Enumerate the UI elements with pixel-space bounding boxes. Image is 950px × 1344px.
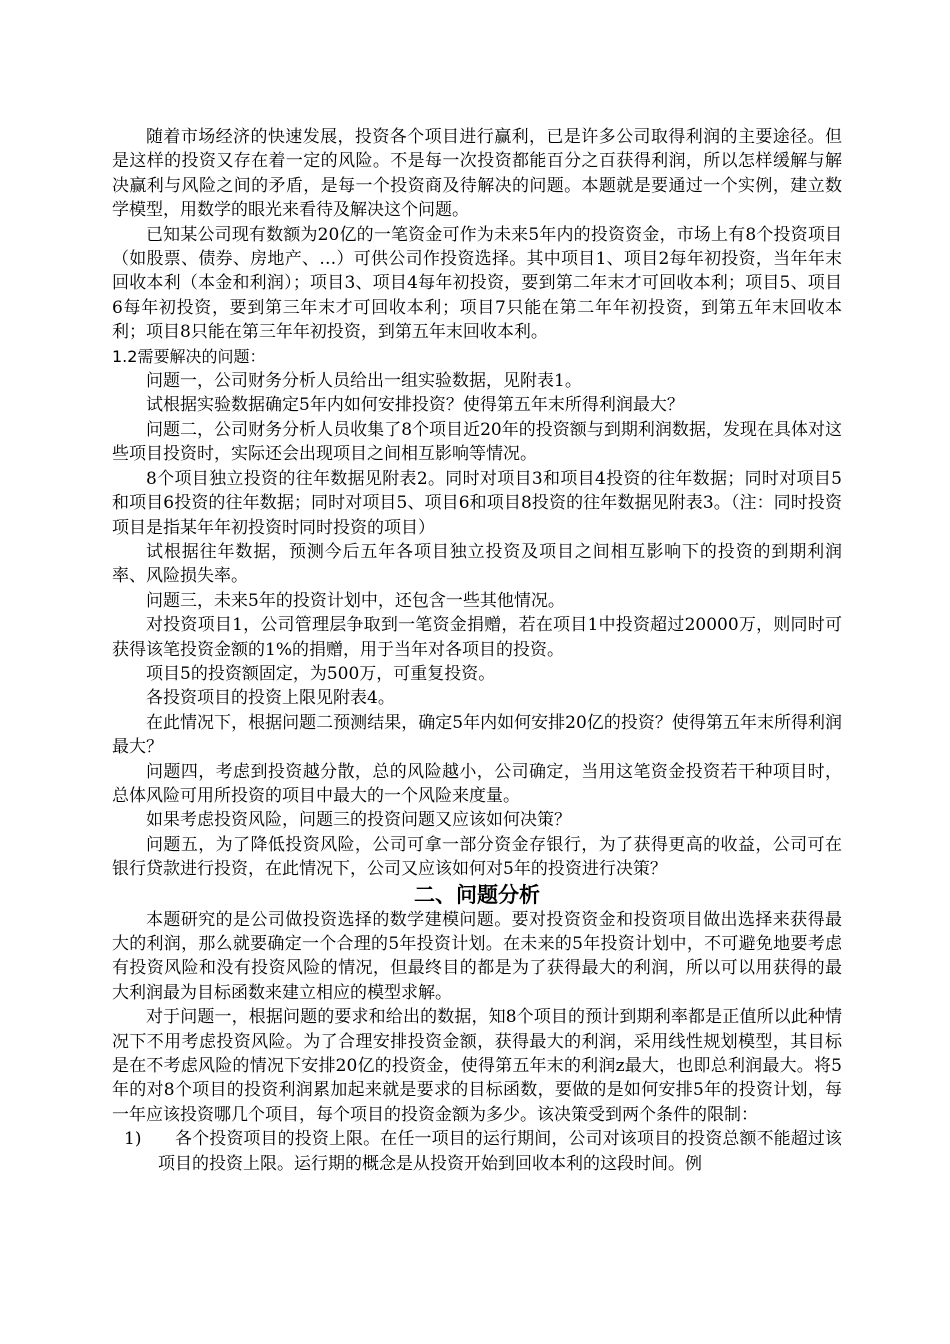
problem-paragraph: 各投资项目的投资上限见附表4。 xyxy=(146,688,395,709)
problem-paragraph: 项目5的投资额固定，为500万，可重复投资。 xyxy=(146,663,496,684)
section-title: 二、问题分析 xyxy=(414,882,540,907)
problem-paragraph: 试根据实验数据确定5年内如何安排投资？使得第五年末所得利润最大？ xyxy=(146,395,684,416)
analysis-paragraph-2: 对于问题一，根据问题的要求和给出的数据，知8个项目的预计到期利率都是正值所以此种情况下不用考虑投资风险。为了合理安排投资金额，获得最大的利润，采用线性规划模型，其目标是在不考虑风险的情况下安排20亿的投资金，使得第五年末的利润z最大，也即总利润最大。将5年的对8个项目的投资利润累加起来就是要求的目标函数，要做的是如何安排5年的投资计划，每一年应该投资哪几个项目，每个项目的投资金额为多少。该决策受到两个条件的限制： xyxy=(112,1007,842,1125)
list-item-text: 各个投资项目的投资上限。在任一项目的运行期间，公司对该项目的投资总额不能超过该项目的投资上限。运行期的概念是从投资开始到回收本利的这段时间。例 xyxy=(158,1129,842,1174)
problem-paragraph: 问题二，公司财务分析人员收集了8个项目近20年的投资额与到期利润数据，发现在具体对这些项目投资时，实际还会出现项目之间相互影响等情况。 xyxy=(112,419,842,465)
analysis-paragraph-1: 本题研究的是公司做投资选择的数学建模问题。要对投资资金和投资项目做出选择来获得最大的利润，那么就要确定一个合理的5年投资计划。在未来的5年投资计划中，不可避免地要考虑有投资风险和没有投资风险的情况，但最终目的都是为了获得最大的利润，所以可以用获得的最大利润最为目标函数来建立相应的模型求解。 xyxy=(112,909,842,1003)
problem-paragraph: 8个项目独立投资的往年数据见附表2。同时对项目3和项目4投资的往年数据；同时对项目5和项目6投资的往年数据；同时对项目5、项目6和项目8投资的往年数据见附表3。（注：同时投资项目是指某年年初投资时同时投资的项目） xyxy=(112,468,842,538)
problem-paragraph: 对投资项目1，公司管理层争取到一笔资金捐赠，若在项目1中投资超过20000万，则同时可获得该笔投资金额的1%的捐赠，用于当年对各项目的投资。 xyxy=(112,615,842,660)
document-page xyxy=(112,125,842,1176)
list-item xyxy=(112,1127,842,1176)
problem-paragraph: 问题四，考虑到投资越分散，总的风险越小，公司确定，当用这笔资金投资若干种项目时，总体风险可用所投资的项目中最大的一个风险来度量。 xyxy=(112,761,842,806)
problem-paragraph: 问题三，未来5年的投资计划中，还包含一些其他情况。 xyxy=(146,590,565,611)
intro-paragraph-1: 随着市场经济的快速发展，投资各个项目进行赢利，已是许多公司取得利润的主要途径。但是这样的投资又存在着一定的风险。不是每一次投资都能百分之百获得利润，所以怎样缓解与解决赢利与风险之间的矛盾，是每一个投资商及待解决的问题。本题就是要通过一个实例，建立数学模型，用数学的眼光来看待及解决这个问题。 xyxy=(112,127,842,221)
problem-paragraph: 在此情况下，根据问题二预测结果，确定5年内如何安排20亿的投资？使得第五年末所得利润最大？ xyxy=(112,712,842,758)
subsection-heading: 1.2需要解决的问题： xyxy=(112,346,266,366)
problem-paragraph: 问题五，为了降低投资风险，公司可拿一部分资金存银行，为了获得更高的收益，公司可在银行贷款进行投资，在此情况下，公司又应该如何对5年的投资进行决策？ xyxy=(112,834,842,880)
problem-paragraph: 如果考虑投资风险，问题三的投资问题又应该如何决策？ xyxy=(146,810,571,831)
intro-paragraph-2: 已知某公司现有数额为20亿的一笔资金可作为未来5年内的投资资金，市场上有8个投资项目（如股票、债券、房地产、…）可供公司作投资选择。其中项目1、项目2每年初投资，当年年末回收本利（本金和利润）；项目3、项目4每年初投资，要到第二年末才可回收本利；项目5、项目6每年初投资，要到第三年末才可回收本利；项目7只能在第二年年初投资，到第五年末回收本利；项目8只能在第三年年初投资，到第五年末回收本利。 xyxy=(112,224,842,343)
problem-paragraph: 问题一，公司财务分析人员给出一组实验数据，见附表1。 xyxy=(146,371,582,392)
list-item-number: 1) xyxy=(124,1129,142,1150)
problem-paragraph: 试根据往年数据，预测今后五年各项目独立投资及项目之间相互影响下的投资的到期利润率、风险损失率。 xyxy=(112,541,842,587)
